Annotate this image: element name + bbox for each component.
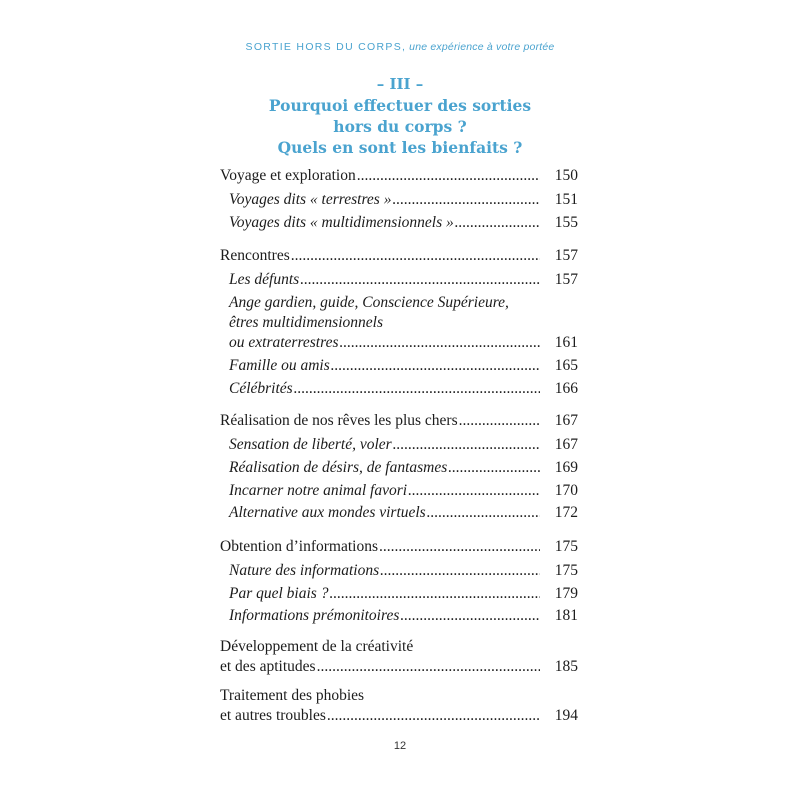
chapter-title-line: hors du corps ? xyxy=(333,117,467,136)
toc-page-number: 194 xyxy=(554,707,578,724)
toc-subentry[interactable] xyxy=(229,379,578,398)
toc-leader xyxy=(379,537,540,556)
running-head xyxy=(0,41,800,53)
toc-entry-title: Incarner notre animal favori xyxy=(229,482,408,499)
toc-page-number: 157 xyxy=(554,271,578,288)
toc-leader xyxy=(380,561,540,580)
toc-entry-title: Sensation de liberté, voler xyxy=(229,436,392,453)
toc-subentry[interactable] xyxy=(229,333,578,352)
toc-entry-title: ou extraterrestres xyxy=(229,334,339,351)
chapter-title-line: Quels en sont les bienfaits ? xyxy=(277,138,523,157)
toc-subentry[interactable] xyxy=(229,356,578,375)
toc-entry-title: Par quel biais ? xyxy=(229,585,329,602)
toc-leader xyxy=(392,190,540,209)
toc-leader xyxy=(329,584,540,603)
toc-entry-title: Réalisation de nos rêves les plus chers xyxy=(220,412,458,429)
toc-page-number: 157 xyxy=(554,247,578,264)
toc-entry-title: Famille ou amis xyxy=(229,357,330,374)
toc-subentry-line: êtres multidimensionnels xyxy=(229,314,383,331)
toc-leader xyxy=(339,333,540,352)
toc-page-number: 170 xyxy=(554,482,578,499)
toc-leader xyxy=(300,270,540,289)
toc-subentry[interactable] xyxy=(229,458,578,477)
toc-entry-title: Voyages dits « multidimensionnels » xyxy=(229,214,454,231)
toc-subentry[interactable] xyxy=(229,270,578,289)
toc-page-number: 151 xyxy=(554,191,578,208)
toc-entry-title: Les défunts xyxy=(229,271,300,288)
chapter-heading xyxy=(0,74,800,158)
toc-subentry[interactable] xyxy=(229,435,578,454)
toc-page-number: 175 xyxy=(554,562,578,579)
toc-leader xyxy=(408,481,540,500)
toc-entry[interactable] xyxy=(220,411,578,430)
toc-entry-title: et autres troubles xyxy=(220,707,326,724)
toc-subentry[interactable] xyxy=(229,481,578,500)
toc-leader xyxy=(331,356,540,375)
toc-subentry[interactable] xyxy=(229,606,578,625)
toc-entry[interactable] xyxy=(220,246,578,265)
toc-leader xyxy=(317,657,540,676)
toc-leader xyxy=(400,606,540,625)
toc-page-number: 165 xyxy=(554,357,578,374)
page-number: 12 xyxy=(393,740,407,752)
toc-page-number: 155 xyxy=(554,214,578,231)
toc-entry-line: Développement de la créativité xyxy=(220,638,414,655)
toc-subentry[interactable] xyxy=(229,561,578,580)
toc-page-number: 185 xyxy=(554,658,578,675)
toc-subentry-line: Ange gardien, guide, Conscience Supérieure, xyxy=(229,294,509,311)
toc-subentry[interactable] xyxy=(229,190,578,209)
toc-entry-title: Rencontres xyxy=(220,247,290,264)
toc-page-number: 167 xyxy=(554,436,578,453)
toc-leader xyxy=(393,435,540,454)
toc-page-number: 167 xyxy=(554,412,578,429)
toc-leader xyxy=(291,246,540,265)
chapter-number: – III – xyxy=(376,75,424,93)
toc-page-number: 172 xyxy=(554,504,578,521)
toc-page-number: 166 xyxy=(554,380,578,397)
toc-entry[interactable] xyxy=(220,537,578,556)
toc-entry-title: Réalisation de désirs, de fantasmes xyxy=(229,459,448,476)
toc-entry-line: Traitement des phobies xyxy=(220,687,365,704)
toc-entry-title: Informations prémonitoires xyxy=(229,607,400,624)
toc-subentry[interactable] xyxy=(229,503,578,522)
toc-entry-title: Alternative aux mondes virtuels xyxy=(229,504,426,521)
toc-entry-title: Nature des informations xyxy=(229,562,380,579)
toc-page-number: 169 xyxy=(554,459,578,476)
toc-subentry[interactable] xyxy=(229,213,578,232)
toc-leader xyxy=(327,706,540,725)
toc-entry-title: Obtention d’informations xyxy=(220,538,378,555)
toc-entry-title: et des aptitudes xyxy=(220,658,316,675)
toc-leader xyxy=(448,458,540,477)
toc-leader xyxy=(459,411,540,430)
toc-entry[interactable] xyxy=(220,166,578,185)
toc-page-number: 175 xyxy=(554,538,578,555)
toc-entry[interactable] xyxy=(220,706,578,725)
toc-entry-title: Voyage et exploration xyxy=(220,167,356,184)
toc-page-number: 150 xyxy=(554,167,578,184)
toc-leader xyxy=(427,503,540,522)
toc-entry[interactable] xyxy=(220,657,578,676)
toc-subentry[interactable] xyxy=(229,584,578,603)
toc-page-number: 181 xyxy=(554,607,578,624)
running-head-title: SORTIE HORS DU CORPS, xyxy=(245,41,407,53)
chapter-title-line: Pourquoi effectuer des sorties xyxy=(268,96,532,115)
toc-leader xyxy=(357,166,540,185)
toc-leader xyxy=(455,213,540,232)
running-head-subtitle: une expérience à votre portée xyxy=(409,41,555,53)
toc-entry-title: Célébrités xyxy=(229,380,293,397)
toc-entry-title: Voyages dits « terrestres » xyxy=(229,191,392,208)
toc-page-number: 161 xyxy=(554,334,578,351)
toc-leader xyxy=(294,379,540,398)
toc-page-number: 179 xyxy=(554,585,578,602)
